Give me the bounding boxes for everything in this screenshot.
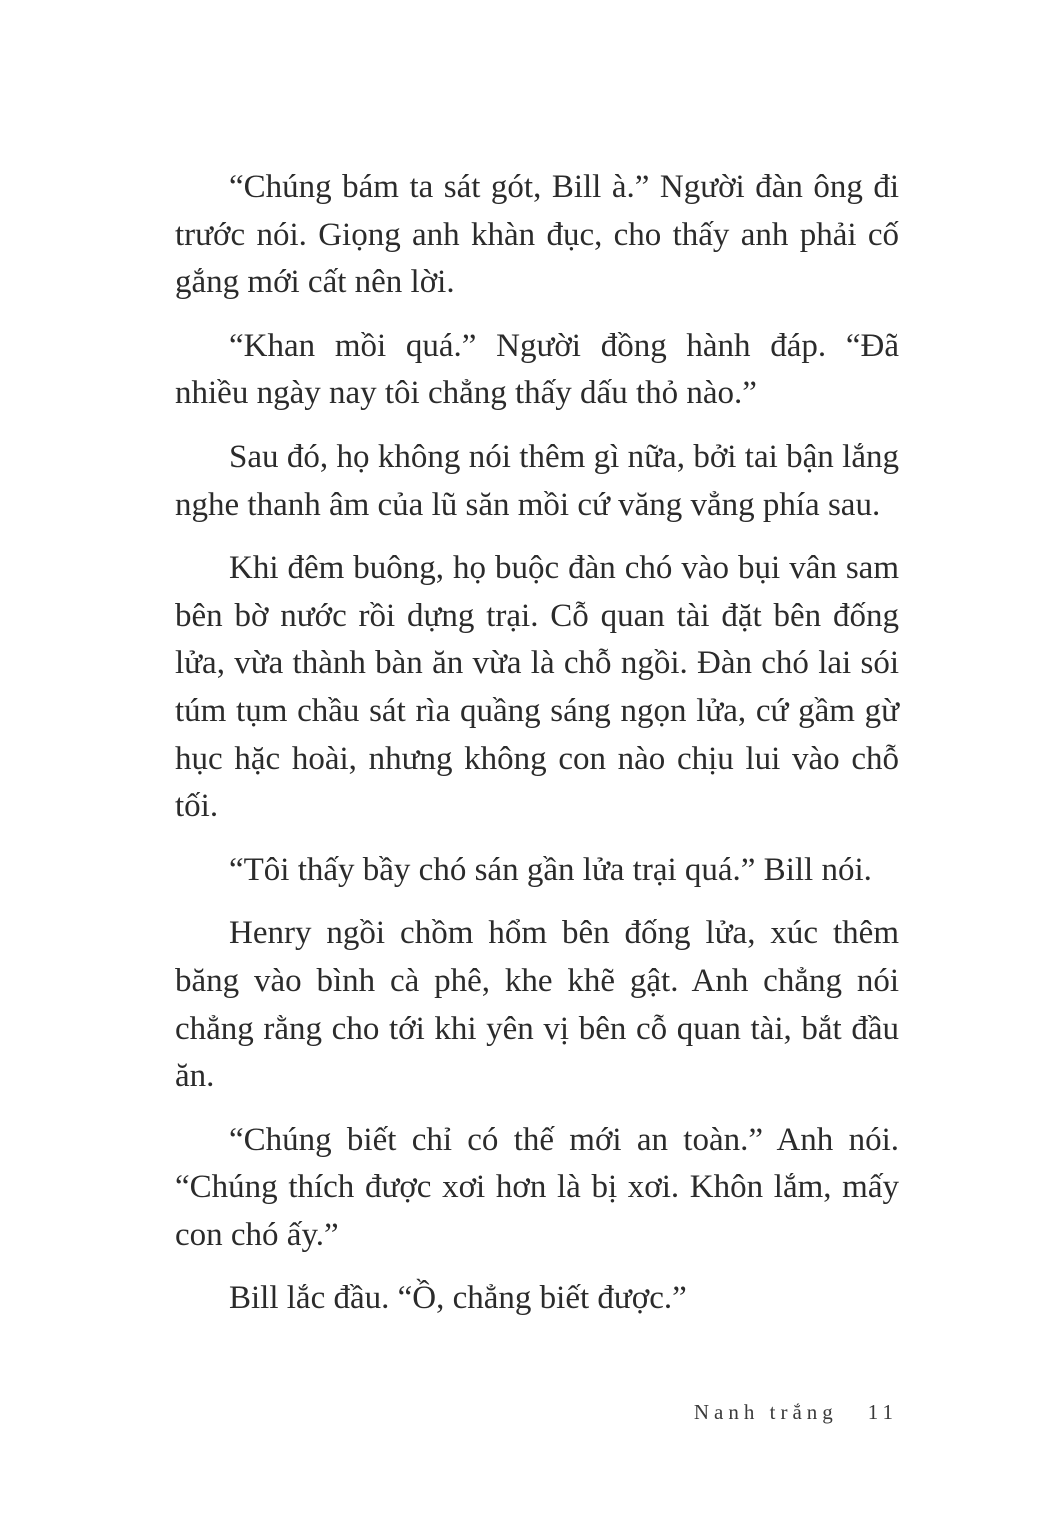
paragraph: “Chúng biết chỉ có thế mới an toàn.” Anh nói. “Chúng thích được xơi hơn là bị xơi. Khôn lắm, mấy con chó ấy.”	[175, 1121, 899, 1253]
paragraph: Sau đó, họ không nói thêm gì nữa, bởi tai bận lắng nghe thanh âm của lũ săn mồi cứ văng vẳng phía sau.	[175, 438, 899, 523]
running-footer	[694, 1400, 898, 1425]
book-title: Nanh trắng	[693, 1400, 838, 1424]
paragraph: “Khan mồi quá.” Người đồng hành đáp. “Đã nhiều ngày nay tôi chẳng thấy dấu thỏ nào.”	[175, 327, 899, 412]
paragraph: “Chúng bám ta sát gót, Bill à.” Người đàn ông đi trước nói. Giọng anh khàn đục, cho thấy anh phải cố gắng mới cất nên lời.	[175, 169, 899, 301]
page-number: 11	[867, 1400, 898, 1424]
paragraph: “Tôi thấy bầy chó sán gần lửa trại quá.” Bill nói.	[229, 851, 872, 888]
paragraph: Bill lắc đầu. “Ồ, chẳng biết được.”	[229, 1280, 687, 1317]
body-text	[175, 164, 899, 1339]
paragraph: Henry ngồi chồm hổm bên đống lửa, xúc thêm băng vào bình cà phê, khe khẽ gật. Anh chẳng nói chẳng rằng cho tới khi yên vị bên cỗ quan tài, bắt đầu ăn.	[175, 915, 899, 1095]
paragraph: Khi đêm buông, họ buộc đàn chó vào bụi vân sam bên bờ nước rồi dựng trại. Cỗ quan tài đặt bên đống lửa, vừa thành bàn ăn vừa là chỗ ngồi. Đàn chó lai sói túm tụm chầu sát rìa quầng sáng ngọn lửa, cứ gầm gừ hục hặc hoài, nhưng không con nào chịu lui vào chỗ tối.	[175, 550, 899, 825]
